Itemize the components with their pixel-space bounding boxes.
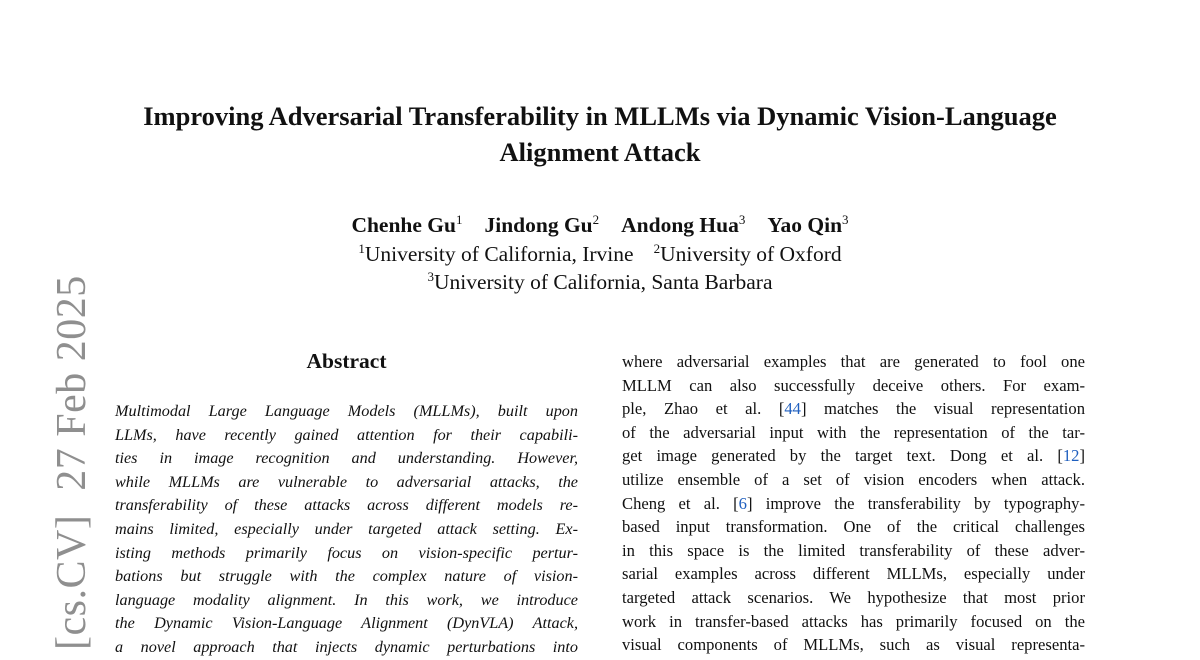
- author-affil-mark: 3: [842, 212, 849, 227]
- abstract-body: [115, 400, 578, 660]
- body-line: work in transfer-based attacks has primarily focused on the: [622, 611, 1085, 631]
- body-line: based input transformation. One of the critical challenges: [622, 517, 1085, 537]
- abstract-line: language modality alignment. In this work, we introduce: [115, 590, 578, 609]
- title-line-1: Improving Adversarial Transferability in MLLMs via Dynamic Vision-Language: [143, 101, 1057, 131]
- author-affil-mark: 3: [738, 212, 746, 227]
- author-3: [621, 213, 745, 237]
- author-affil-mark: 2: [592, 212, 600, 227]
- author-2: [484, 213, 599, 237]
- body-line: sarial examples across different MLLMs, especially under: [622, 564, 1085, 584]
- abstract-line: while MLLMs are vulnerable to adversarial attacks, the: [115, 472, 578, 491]
- affiliation-line-2: [100, 268, 1100, 296]
- intro-column: [622, 350, 1085, 657]
- body-text: Cheng et al. [: [622, 493, 739, 513]
- body-text: get image generated by the target text. Dong et al. [: [622, 446, 1063, 466]
- arxiv-side-stamp: [0, 0, 100, 648]
- body-line: where adversarial examples that are generated to fool one: [622, 352, 1085, 371]
- body-line: [622, 444, 1085, 468]
- arxiv-date: 27 Feb 2025: [49, 275, 95, 491]
- abstract-line: the Dynamic Vision-Language Alignment (DynVLA) Attack,: [115, 614, 578, 633]
- abstract-line: mains limited, especially under targeted attack setting. Ex-: [115, 519, 578, 538]
- body-line: [622, 397, 1085, 421]
- body-line: of the adversarial input with the representation of the tar-: [622, 422, 1085, 442]
- affiliation-oxford: University of Oxford: [660, 242, 842, 266]
- citation-link-6[interactable]: 6: [738, 493, 747, 513]
- title-line-2: Alignment Attack: [499, 137, 701, 167]
- citation-link-44[interactable]: 44: [784, 399, 801, 419]
- abstract-line: LLMs, have recently gained attention for their capabili-: [115, 425, 578, 444]
- abstract-heading: Abstract: [306, 349, 387, 373]
- abstract-line: Multimodal Large Language Models (MLLMs), built upon: [115, 402, 578, 420]
- body-line: [622, 492, 1085, 516]
- body-line: in this space is the limited transferability of these adver-: [622, 540, 1085, 560]
- author-name: Chenhe Gu: [351, 213, 456, 237]
- author-list: [100, 211, 1100, 239]
- author-1: [351, 213, 462, 237]
- body-line: MLLM can also successfully deceive others. For exam-: [622, 375, 1085, 395]
- abstract-line: a novel approach that injects dynamic perturbations into: [115, 637, 578, 656]
- body-line: targeted attack scenarios. We hypothesize that most prior: [622, 587, 1085, 607]
- affiliation-mark: 3: [427, 269, 434, 284]
- author-affil-mark: 1: [455, 212, 463, 227]
- author-name: Jindong Gu: [484, 213, 593, 237]
- abstract-line: isting methods primarily focus on vision-specific pertur-: [115, 543, 578, 562]
- body-line: utilize ensemble of a set of vision encoders when attack.: [622, 469, 1085, 489]
- paper-title: [100, 98, 1100, 170]
- body-line: visual components of MLLMs, such as visual representa-: [622, 635, 1085, 655]
- affiliation-mark: 1: [358, 241, 365, 256]
- arxiv-category: [cs.CV]: [49, 514, 95, 650]
- body-text: ] matches the visual representation: [800, 399, 1085, 419]
- body-text: ]: [1079, 446, 1085, 466]
- affiliation-line-1: [100, 240, 1100, 268]
- abstract-line: ties in image recognition and understanding. However,: [115, 449, 578, 468]
- citation-link-12[interactable]: 12: [1062, 446, 1080, 466]
- abstract-line: transferability of these attacks across different models re-: [115, 496, 578, 515]
- affiliation-uci: University of California, Irvine: [364, 242, 634, 266]
- author-4: [767, 213, 848, 237]
- author-name: Yao Qin: [767, 213, 843, 237]
- author-name: Andong Hua: [621, 213, 739, 237]
- body-text: ple, Zhao et al. [: [622, 399, 785, 419]
- affiliation-ucsb: University of California, Santa Barbara: [433, 270, 773, 294]
- abstract-line: bations but struggle with the complex nature of vision-: [115, 567, 578, 586]
- affiliation-mark: 2: [653, 241, 661, 256]
- body-text: ] improve the transferability by typography-: [746, 493, 1085, 513]
